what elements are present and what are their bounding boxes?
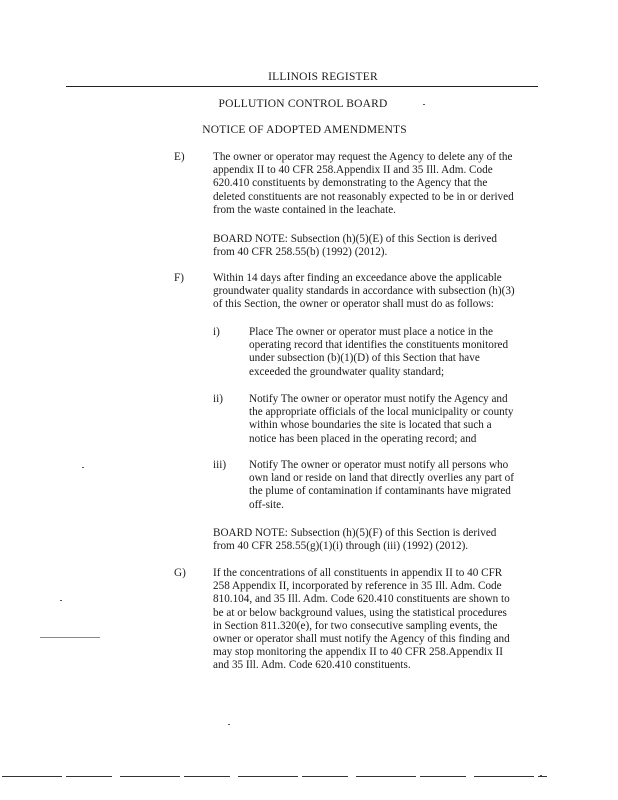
item-i-line: Place The owner or operator must place a notice in the: [249, 326, 493, 338]
scan-speck: [60, 600, 62, 601]
item-iii-line: off-site.: [249, 498, 284, 511]
scan-speck: [40, 637, 100, 638]
section-f-label: F): [174, 272, 184, 284]
section-g-line: 258 Appendix II, incorporated by reference in 35 Ill. Adm. Code: [213, 580, 502, 593]
section-f-board-note: [213, 527, 496, 553]
section-f-paragraph: [213, 272, 515, 312]
notice-header: [0, 124, 618, 136]
item-ii-label: ii): [213, 393, 223, 405]
item-ii-line: within whose boundaries the site is located that such a: [249, 419, 492, 432]
register-title: ILLINOIS REGISTER: [268, 71, 378, 83]
item-iii-label: iii): [213, 459, 227, 471]
section-g-line: 810.104, and 35 Ill. Adm. Code 620.410 constituents are shown to: [213, 593, 510, 606]
section-e-board-note: [213, 233, 497, 259]
register-header: [0, 71, 618, 83]
section-g-line: be at or below background values, using the statistical procedures: [213, 606, 507, 619]
section-g-label: G): [174, 567, 186, 579]
section-e-line: deleted constituents are not reasonably expected to be in or derived: [213, 190, 514, 203]
item-i-line: under subsection (b)(1)(D) of this Section that have: [249, 352, 480, 365]
board-note-line: BOARD NOTE: Subsection (h)(5)(F) of this Section is derived: [213, 527, 497, 539]
section-e-paragraph: [213, 151, 514, 217]
section-g-paragraph: [213, 567, 510, 673]
section-e-label: E): [174, 151, 185, 163]
scan-speck: [228, 724, 230, 725]
item-iii-paragraph: [249, 459, 514, 512]
board-title: POLLUTION CONTROL BOARD: [218, 98, 388, 110]
item-i-line: operating record that identifies the constituents monitored: [249, 339, 509, 352]
item-ii-line: the appropriate officials of the local municipality or county: [249, 406, 514, 419]
item-ii-line: Notify The owner or operator must notify the Agency and: [249, 393, 508, 405]
section-f-line: of this Section, the owner or operator shall must do as follows:: [213, 298, 494, 311]
section-e-line: from the waste contained in the leachate.: [213, 203, 396, 216]
item-iii-line: Notify The owner or operator must notify all persons who: [249, 459, 509, 471]
section-e-line: appendix II to 40 CFR 258.Appendix II and 35 Ill. Adm. Code: [213, 164, 493, 177]
section-f-line: groundwater quality standards in accordance with subsection (h)(3): [213, 285, 515, 298]
section-g-line: and 35 Ill. Adm. Code 620.410 constituents.: [213, 659, 411, 672]
board-note-line: BOARD NOTE: Subsection (h)(5)(E) of this Section is derived: [213, 233, 497, 245]
board-note-line: from 40 CFR 258.55(g)(1)(i) through (iii) (1992) (2012).: [213, 540, 469, 553]
item-iii-line: own land or reside on land that directly overlies any part of: [249, 472, 514, 485]
board-note-line: from 40 CFR 258.55(b) (1992) (2012).: [213, 246, 388, 259]
section-g-line: If the concentrations of all constituents in appendix II to 40 CFR: [213, 567, 503, 579]
item-i-label: i): [213, 326, 220, 338]
item-iii-line: the plume of contamination if contaminants have migrated: [249, 485, 511, 498]
header-rule: [66, 86, 538, 87]
notice-title: NOTICE OF ADOPTED AMENDMENTS: [202, 124, 407, 136]
section-f-line: Within 14 days after finding an exceedance above the applicable: [213, 272, 502, 284]
item-i-paragraph: [249, 326, 508, 379]
section-g-line: owner or operator shall must notify the Agency of this finding and: [213, 632, 510, 645]
board-header: [0, 98, 618, 110]
item-i-line: exceeded the groundwater quality standard;: [249, 365, 445, 378]
item-ii-line: notice has been placed in the operating record; and: [249, 432, 477, 445]
scan-speck: [423, 104, 425, 105]
section-e-line: 620.410 constituents by demonstrating to the Agency that the: [213, 177, 488, 190]
section-e-line: The owner or operator may request the Agency to delete any of the: [213, 151, 513, 163]
scan-speck: [82, 467, 84, 468]
section-g-line: may stop monitoring the appendix II to 40 CFR 258.Appendix II: [213, 646, 503, 659]
item-ii-paragraph: [249, 393, 513, 446]
section-g-line: in Section 811.320(e), for two consecutive sampling events, the: [213, 619, 498, 632]
footer-rule: [2, 776, 547, 777]
